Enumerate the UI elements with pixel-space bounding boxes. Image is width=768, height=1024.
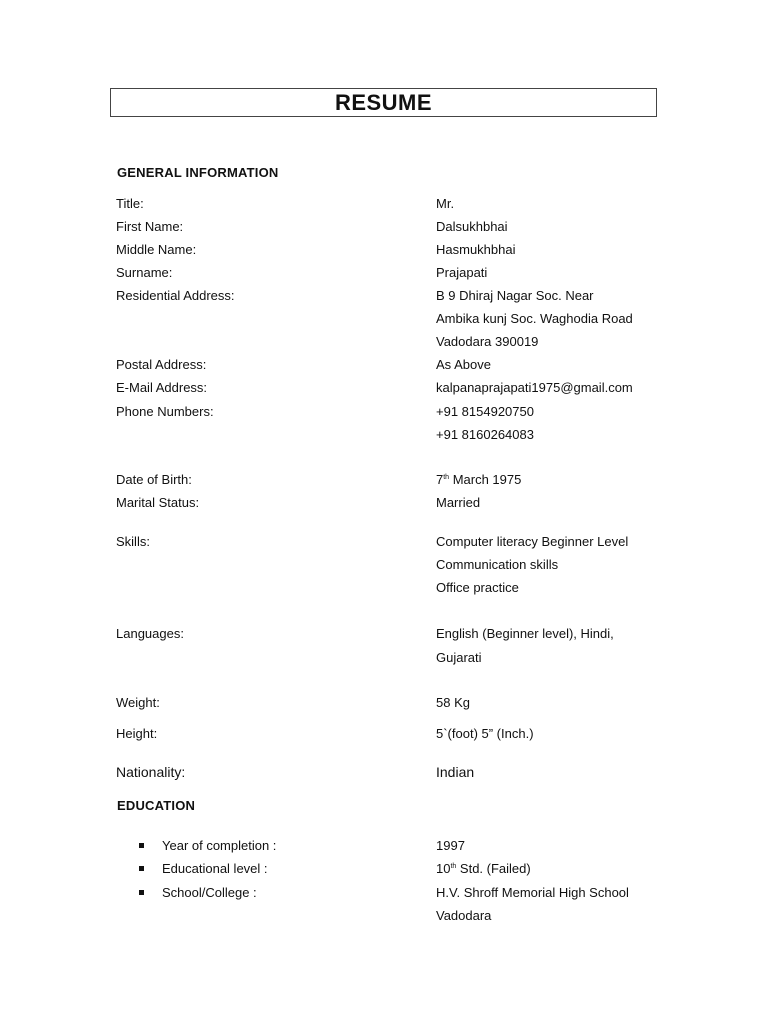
phone-numbers-label: Phone Numbers: [116,404,214,419]
languages-label: Languages: [116,626,184,641]
residential-address-line: B 9 Dhiraj Nagar Soc. Near [436,288,594,303]
general-information-heading: GENERAL INFORMATION [117,165,279,180]
phone-number: +91 8154920750 [436,404,534,419]
first-name-label: First Name: [116,219,184,234]
phone-number: +91 8160264083 [436,427,534,442]
dob-rest: March 1975 [449,472,522,487]
school-college-line: Vadodara [436,908,492,923]
year-of-completion-label: Year of completion : [162,838,277,853]
level-number: 10 [436,861,451,876]
level-rest: Std. (Failed) [456,861,531,876]
surname-value: Prajapati [436,265,488,280]
bullet-icon [139,866,144,871]
languages-line: Gujarati [436,650,482,665]
skill-item: Office practice [436,580,519,595]
resume-title: RESUME [334,89,433,115]
nationality-label: Nationality: [116,764,186,780]
dob-suffix: th [443,474,450,481]
residential-address-line: Vadodara 390019 [436,334,539,349]
level-suffix: th [450,863,457,870]
surname-label: Surname: [116,265,173,280]
skills-label: Skills: [116,534,150,549]
weight-label: Weight: [116,695,160,710]
residential-address-label: Residential Address: [116,288,235,303]
bullet-icon [139,890,144,895]
marital-status-value: Married [436,495,481,510]
education-heading: EDUCATION [117,798,196,813]
marital-status-label: Marital Status: [116,495,200,510]
skill-item: Computer literacy Beginner Level [436,534,629,549]
middle-name-label: Middle Name: [116,242,197,257]
date-of-birth-value [436,472,521,487]
postal-address-value: As Above [436,357,491,372]
dob-day: 7 [436,472,444,487]
height-value: 5`(foot) 5” (Inch.) [436,726,534,741]
title-label: Title: [116,196,144,211]
middle-name-value: Hasmukhbhai [436,242,516,257]
first-name-value: Dalsukhbhai [436,219,508,234]
educational-level-label: Educational level : [162,861,268,876]
date-of-birth-label: Date of Birth: [116,472,192,487]
languages-line: English (Beginner level), Hindi, [436,626,614,641]
school-college-line: H.V. Shroff Memorial High School [436,885,629,900]
residential-address-line: Ambika kunj Soc. Waghodia Road [436,311,633,326]
school-college-label: School/College : [162,885,257,900]
title-value: Mr. [436,196,455,211]
skill-item: Communication skills [436,557,559,572]
postal-address-label: Postal Address: [116,357,207,372]
year-of-completion-value: 1997 [436,838,465,853]
email-label: E-Mail Address: [116,380,208,395]
weight-value: 58 Kg [436,695,470,710]
email-value: kalpanaprajapati1975@gmail.com [436,380,633,395]
resume-title-box [110,88,657,117]
nationality-value: Indian [436,764,475,780]
educational-level-value [436,861,531,876]
bullet-icon [139,843,144,848]
height-label: Height: [116,726,158,741]
